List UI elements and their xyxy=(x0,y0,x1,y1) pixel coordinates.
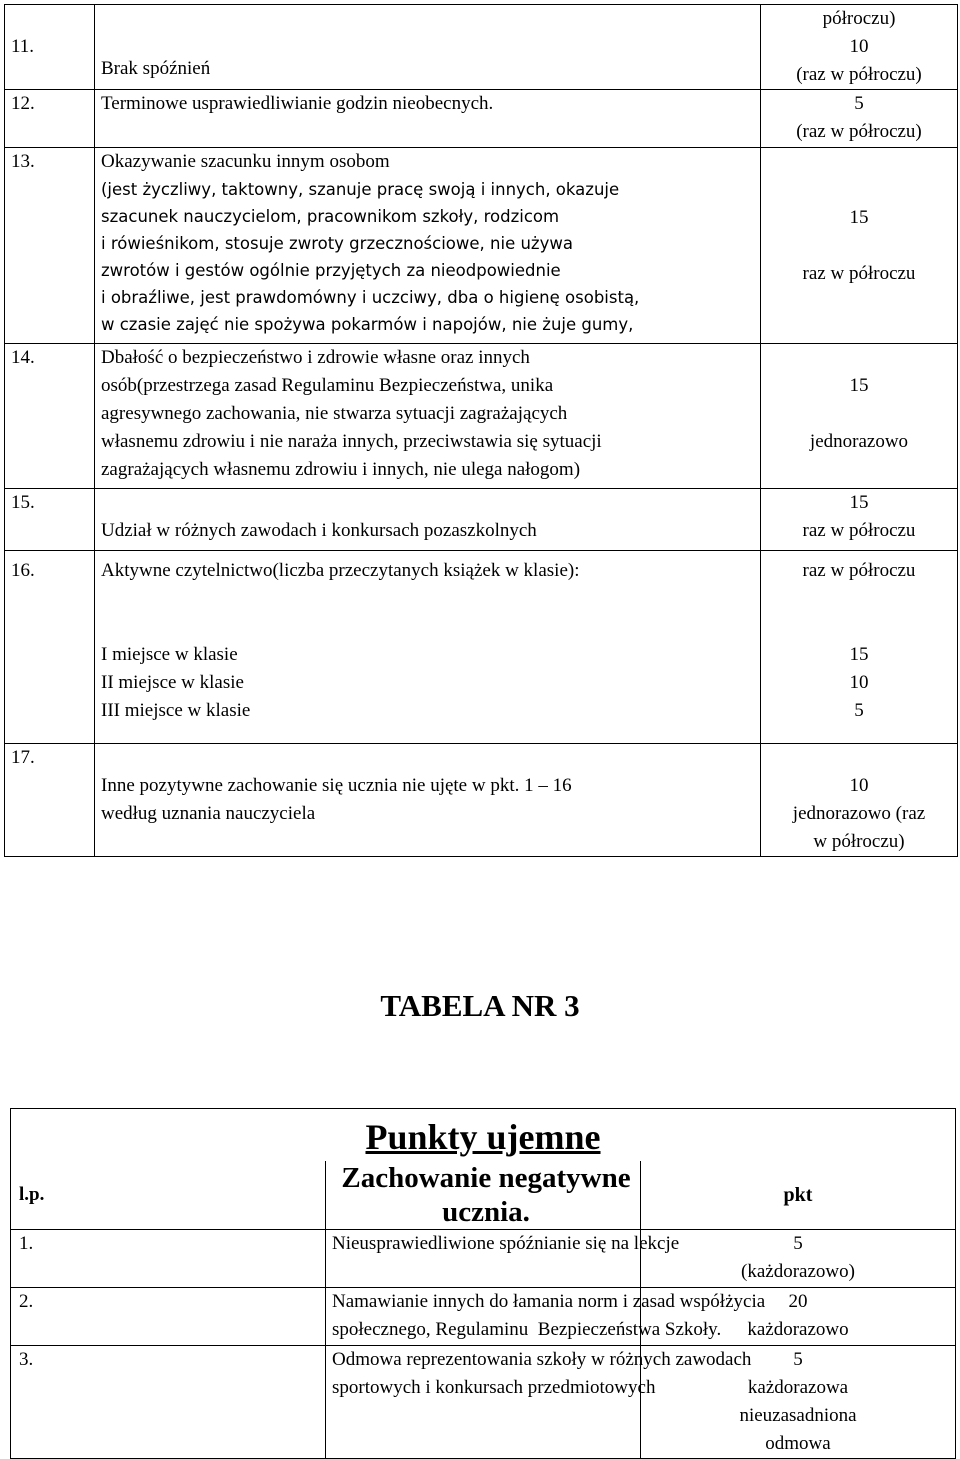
row-number-cell xyxy=(11,1346,326,1459)
header-pkt: pkt xyxy=(783,1183,813,1206)
table-row xyxy=(5,489,958,551)
row-number: 13. xyxy=(11,151,35,172)
row-number: 12. xyxy=(11,93,35,114)
row-description-cell xyxy=(95,5,761,90)
header-lp-cell xyxy=(11,1161,326,1230)
row-number-cell xyxy=(5,148,95,344)
row-description-line: (jest życzliwy, taktowny, szanuje pracę swoją i innych, okazuje xyxy=(101,180,620,199)
header-lp: l.p. xyxy=(19,1184,45,1205)
row-points-cell xyxy=(761,5,958,90)
row-description-line: zagrażających własnemu zdrowiu i innych, nie ulega nałogom) xyxy=(101,459,581,480)
row-points-note: raz w półroczu xyxy=(802,263,916,284)
row-number: 17. xyxy=(11,747,35,768)
place-points: 10 xyxy=(849,672,869,693)
row-description-cell xyxy=(326,1230,680,1288)
row-points-note: jednorazowo (raz xyxy=(792,803,926,824)
row-points-note: odmowa xyxy=(765,1433,831,1454)
table-row xyxy=(11,1346,956,1459)
row-number: 14. xyxy=(11,347,35,368)
row-points-value: 15 xyxy=(849,375,869,396)
row-description: Terminowe usprawiedliwianie godzin nieobecnych. xyxy=(101,93,494,114)
table-header-row xyxy=(11,1161,956,1230)
table-row xyxy=(5,5,958,90)
place-label: III miejsce w klasie xyxy=(101,700,251,721)
row-points-note: każdorazowa xyxy=(747,1377,849,1398)
row-points-value: 20 xyxy=(788,1291,808,1312)
row-points-cell xyxy=(761,90,958,148)
row-number-cell xyxy=(11,1288,326,1346)
place-label: I miejsce w klasie xyxy=(101,644,238,665)
row-description-line: Dbałość o bezpieczeństwo i zdrowie własne oraz innych xyxy=(101,347,530,368)
negative-points-table xyxy=(10,1108,956,1459)
row-points-note: (raz w półroczu) xyxy=(796,64,922,85)
row-description-line: zwrotów i gestów ogólnie przyjętych za nieodpowiednie xyxy=(101,261,561,280)
table-row xyxy=(5,551,958,744)
row-points-cell xyxy=(761,344,958,489)
row-description-line: Nieusprawiedliwione spóźnianie się na lekcje xyxy=(332,1233,680,1254)
row-description-line: i rówieśnikom, stosuje zwroty grzecznościowe, nie używa xyxy=(101,234,573,253)
row-number: 2. xyxy=(19,1291,34,1312)
row-description-line: szacunek nauczycielom, pracownikom szkoły, rodzicom xyxy=(101,207,560,226)
row-points-note: każdorazowo xyxy=(747,1319,849,1340)
row-number-cell xyxy=(11,1230,326,1288)
positive-points-table xyxy=(4,4,958,857)
row-number: 16. xyxy=(11,560,35,581)
row-number-cell xyxy=(5,744,95,857)
row-number-cell xyxy=(5,551,95,744)
row-points-cell xyxy=(641,1230,956,1288)
row-number-cell xyxy=(5,344,95,489)
row-number: 15. xyxy=(11,492,35,513)
row-description-cell xyxy=(95,489,761,551)
row-points-cell xyxy=(761,551,958,744)
row-points-note: raz w półroczu xyxy=(802,520,916,541)
table-row xyxy=(5,344,958,489)
row-description-line: własnemu zdrowiu i nie naraża innych, przeciwstawia się sytuacji xyxy=(101,431,602,452)
row-points-cell xyxy=(761,744,958,857)
table-title: Punkty ujemne xyxy=(365,1117,601,1157)
place-points: 15 xyxy=(849,644,869,665)
row-description-line: agresywnego zachowania, nie stwarza sytuacji zagrażających xyxy=(101,403,568,424)
row-number-cell xyxy=(5,489,95,551)
row-description-line: w czasie zajęć nie spożywa pokarmów i napojów, nie żuje gumy, xyxy=(101,315,634,334)
row-points-note: (każdorazowo) xyxy=(741,1261,855,1282)
table-title-row xyxy=(11,1109,956,1162)
header-description: Zachowanie negatywne ucznia. xyxy=(341,1162,631,1228)
row-description-line: Inne pozytywne zachowanie się ucznia nie ujęte w pkt. 1 – 16 xyxy=(101,775,572,796)
table-title-cell xyxy=(11,1109,956,1162)
row-points-cell xyxy=(761,489,958,551)
row-description-line: Okazywanie szacunku innym osobom xyxy=(101,151,390,172)
row-description-cell xyxy=(326,1288,766,1346)
row-number: 3. xyxy=(19,1349,34,1370)
row-number-cell xyxy=(5,5,95,90)
row-description-cell xyxy=(95,148,761,344)
place-points: 5 xyxy=(854,700,864,721)
row-description-line: Odmowa reprezentowania szkoły w różnych zawodach xyxy=(332,1349,752,1370)
section-title: TABELA NR 3 xyxy=(380,988,580,1023)
row-points-value: 5 xyxy=(793,1349,803,1370)
row-description-line: sportowych i konkursach przedmiotowych xyxy=(332,1377,656,1398)
row-points-value: 5 xyxy=(793,1233,803,1254)
row-description-cell xyxy=(95,551,761,744)
row-description-line: według uznania nauczyciela xyxy=(101,803,316,824)
row-description: Aktywne czytelnictwo(liczba przeczytanych książek w klasie): xyxy=(101,560,580,581)
row-points-value: 5 xyxy=(854,93,864,114)
row-points-note: (raz w półroczu) xyxy=(796,121,922,142)
row-description-cell xyxy=(326,1346,752,1459)
row-points-cell xyxy=(761,148,958,344)
table-row xyxy=(5,148,958,344)
row-description: Brak spóźnień xyxy=(101,58,211,79)
row-description: Udział w różnych zawodach i konkursach pozaszkolnych xyxy=(101,520,537,541)
row-points-carry: półroczu) xyxy=(822,8,896,29)
row-points-note: jednorazowo xyxy=(809,431,909,452)
row-description-line: społecznego, Regulaminu Bezpieczeństwa Szkoły. xyxy=(332,1319,722,1340)
row-points-note: nieuzasadniona xyxy=(739,1405,857,1426)
row-description-line: i obraźliwe, jest prawdomówny i uczciwy, dba o higienę osobistą, xyxy=(101,288,640,307)
row-description-line: Namawianie innych do łamania norm i zasad współżycia xyxy=(332,1291,766,1312)
row-number: 11. xyxy=(11,36,35,57)
row-description-line: osób(przestrzega zasad Regulaminu Bezpieczeństwa, unika xyxy=(101,375,554,396)
row-points-value: 10 xyxy=(849,775,869,796)
row-points-note: w półroczu) xyxy=(813,831,905,852)
row-points-note: raz w półroczu xyxy=(802,560,916,581)
row-description-cell xyxy=(95,90,761,148)
table-row xyxy=(5,744,958,857)
row-description-cell xyxy=(95,744,761,857)
header-desc-cell xyxy=(326,1161,641,1230)
table-row xyxy=(11,1288,956,1346)
row-description-cell xyxy=(95,344,761,489)
place-label: II miejsce w klasie xyxy=(101,672,244,693)
row-points-value: 10 xyxy=(849,36,869,57)
row-points-value: 15 xyxy=(849,492,869,513)
row-number: 1. xyxy=(19,1233,34,1254)
table-row xyxy=(11,1230,956,1288)
header-pkt-cell xyxy=(641,1161,956,1230)
table-row xyxy=(5,90,958,148)
row-number-cell xyxy=(5,90,95,148)
row-points-value: 15 xyxy=(849,207,869,228)
